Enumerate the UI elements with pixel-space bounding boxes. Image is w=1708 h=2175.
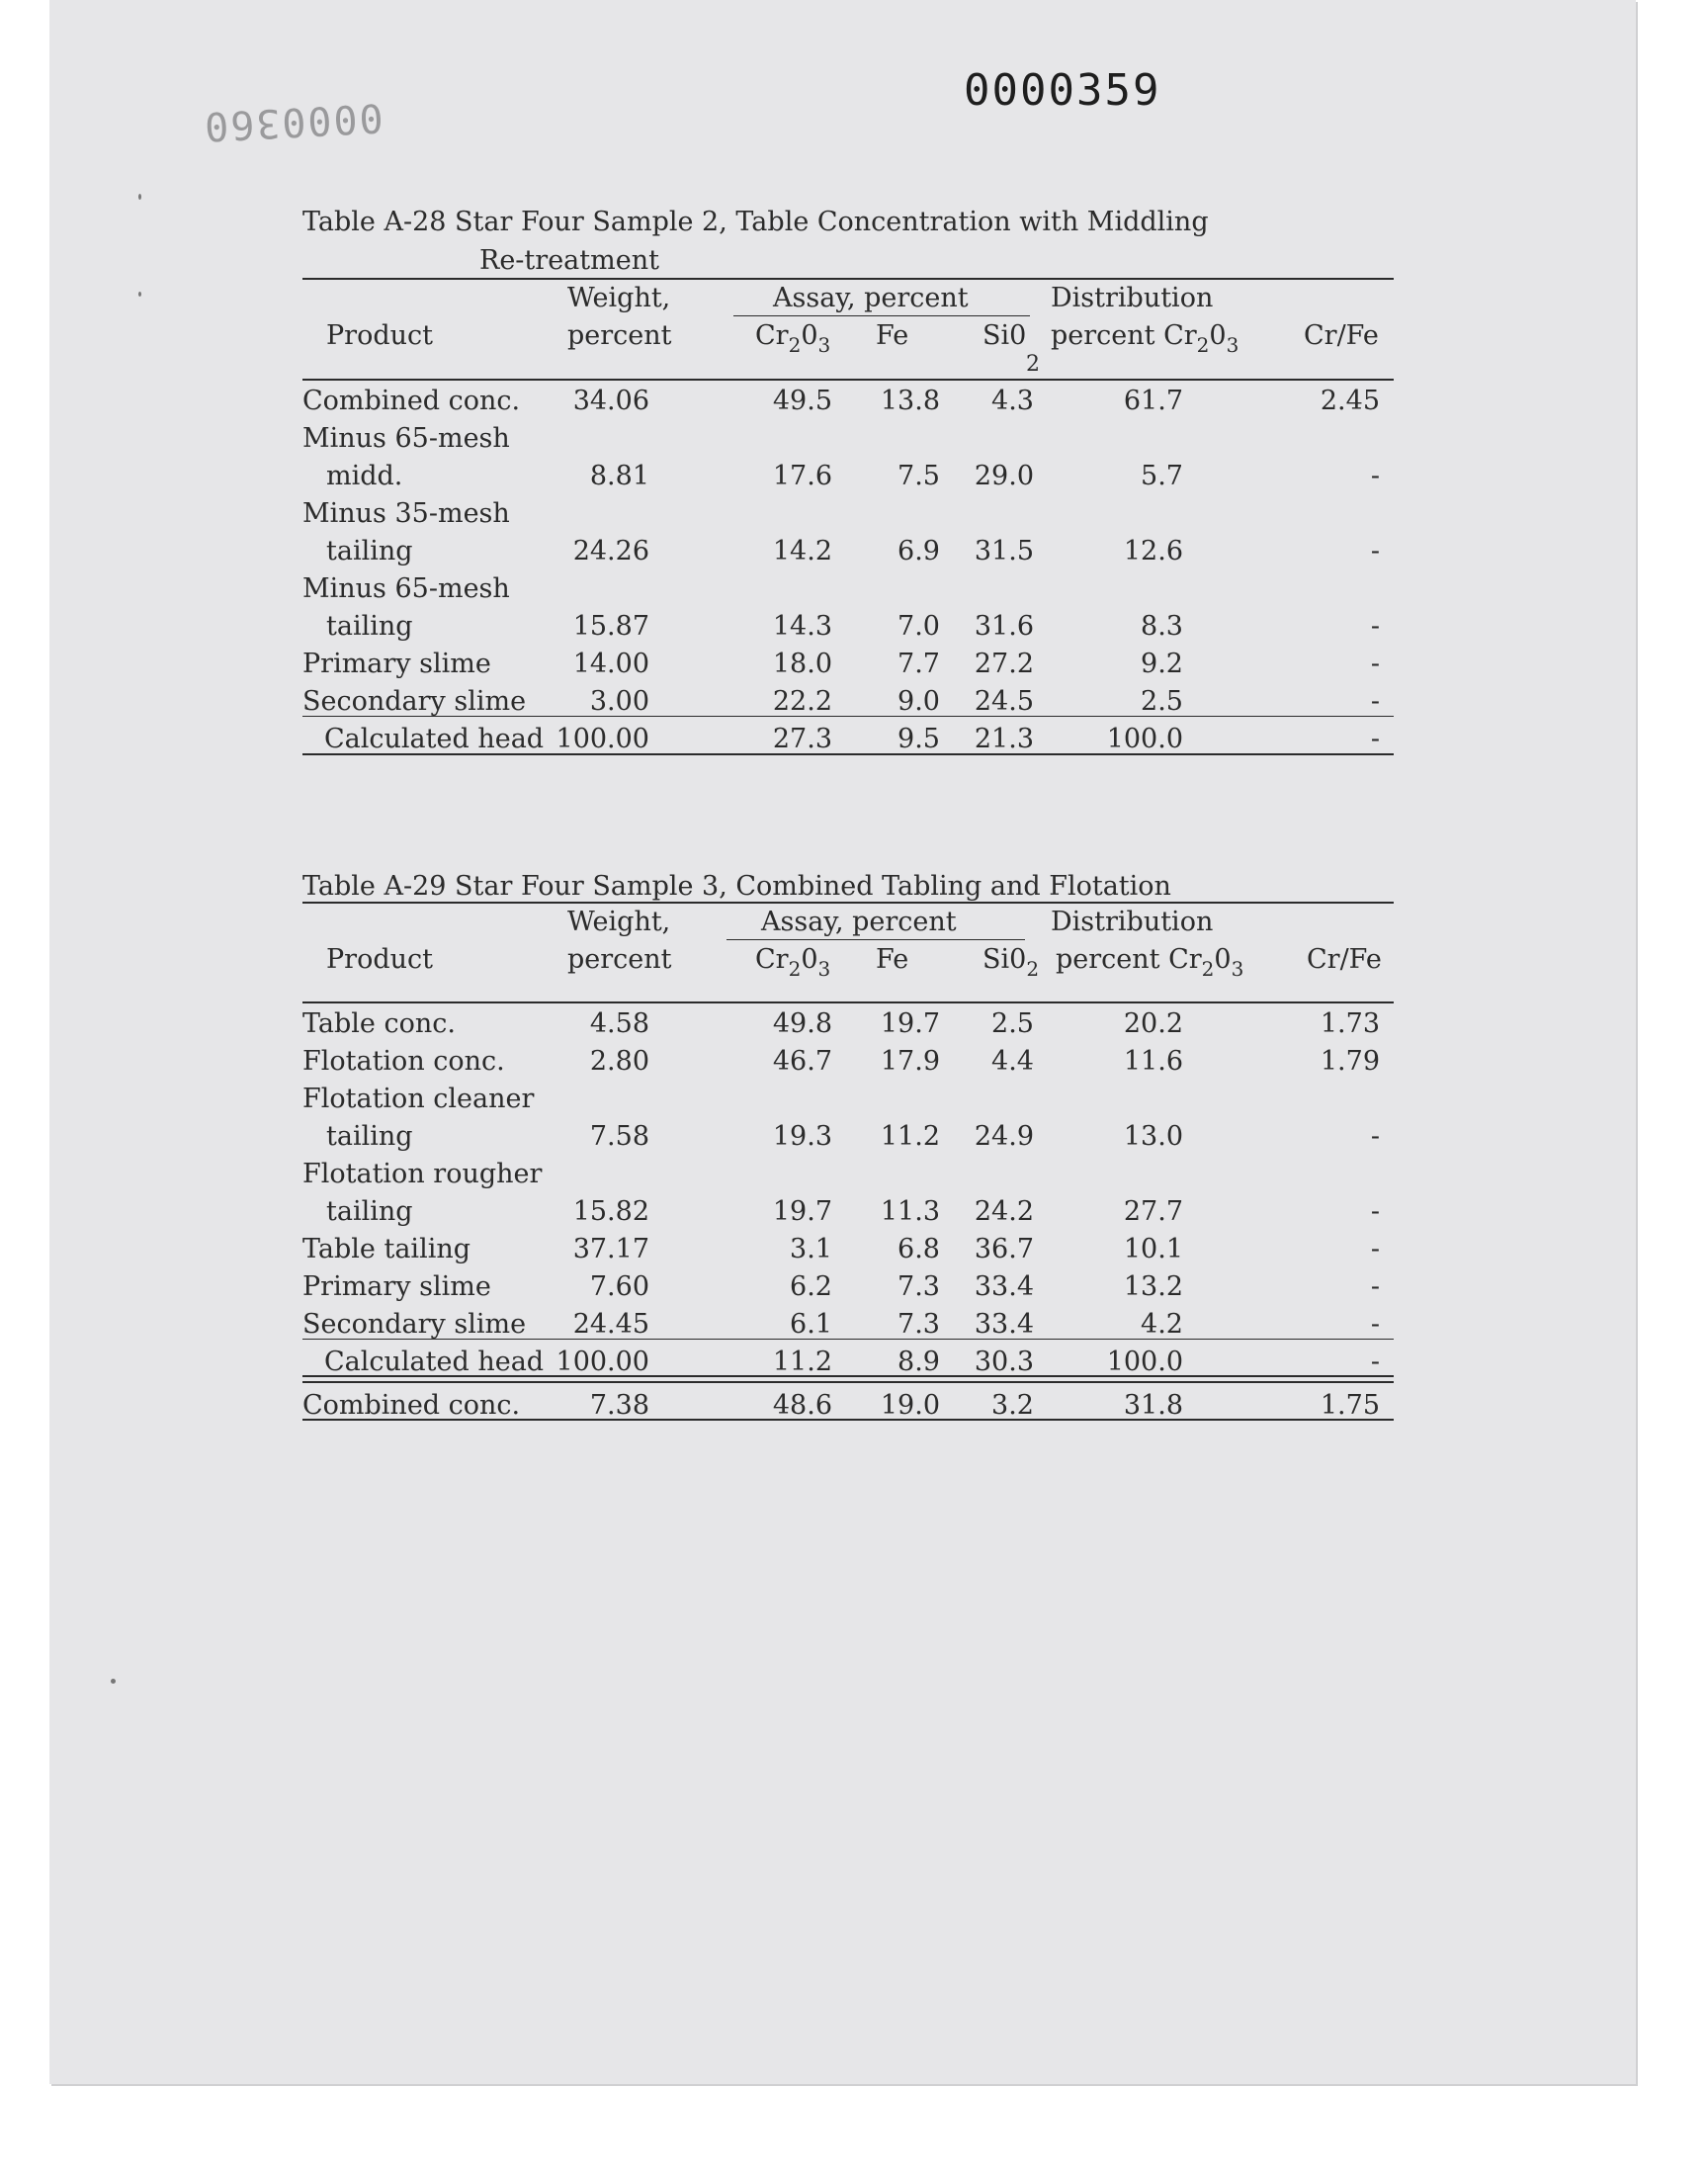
product-label: tailing	[326, 611, 413, 642]
sio2-value: 24.5	[974, 686, 1034, 717]
dist-value: 13.0	[1123, 1121, 1183, 1152]
product-label: midd.	[326, 461, 403, 491]
table-a29-header-rule	[302, 1001, 1394, 1003]
sio2-value: 36.7	[974, 1234, 1034, 1264]
weight-value: 24.45	[572, 1309, 649, 1340]
fe-value: 11.3	[880, 1196, 940, 1227]
scan-speck	[111, 1679, 116, 1684]
dist-value: 61.7	[1123, 386, 1183, 416]
dist-value: 8.3	[1141, 611, 1183, 642]
fe-value: 7.3	[897, 1271, 940, 1302]
fe-value: 19.0	[880, 1390, 940, 1421]
fe-value: 6.9	[897, 536, 940, 566]
weight-value: 4.58	[589, 1008, 649, 1039]
crfe-value: -	[1370, 1309, 1380, 1340]
crfe-value: 1.73	[1320, 1008, 1380, 1039]
table-a29-title: Table A-29 Star Four Sample 3, Combined Tabling and Flotation	[302, 871, 1171, 902]
dist-value: 100.0	[1106, 724, 1183, 754]
sio2-value: 27.2	[974, 649, 1034, 679]
table-a28-title-line2: Re-treatment	[479, 245, 659, 276]
dist-value: 5.7	[1141, 461, 1183, 491]
product-label: tailing	[326, 1196, 413, 1227]
dist-value: 27.7	[1123, 1196, 1183, 1227]
weight-value: 15.82	[572, 1196, 649, 1227]
crfe-value: -	[1370, 1196, 1380, 1227]
product-label: Primary slime	[302, 649, 491, 679]
product-label: tailing	[326, 536, 413, 566]
table-a28-top-rule	[302, 278, 1394, 280]
crfe-value: 1.75	[1320, 1390, 1380, 1421]
fe-value: 19.7	[880, 1008, 940, 1039]
dist-value: 2.5	[1141, 686, 1183, 717]
header-assay-rule	[726, 939, 1025, 940]
weight-value: 7.38	[589, 1390, 649, 1421]
sio2-value: 33.4	[974, 1309, 1034, 1340]
header-cr2o3: $Cr_20_3$	[755, 944, 831, 981]
sio2-value: 29.0	[974, 461, 1034, 491]
product-label: Secondary slime	[302, 1309, 527, 1340]
cr2o3-value: 14.3	[772, 611, 832, 642]
header-assay-rule	[733, 315, 1030, 316]
cr2o3-value: 27.3	[772, 724, 832, 754]
product-label: Table tailing	[302, 1234, 471, 1264]
cr2o3-value: 49.8	[772, 1008, 832, 1039]
table-a29-double-rule-bottom	[302, 1381, 1394, 1383]
dist-value: 31.8	[1123, 1390, 1183, 1421]
product-label: Secondary slime	[302, 686, 527, 717]
crfe-value: -	[1370, 724, 1380, 754]
dist-value: 9.2	[1141, 649, 1183, 679]
sio2-value: 24.2	[974, 1196, 1034, 1227]
product-label: Minus 65-mesh	[302, 573, 510, 604]
fe-value: 9.0	[897, 686, 940, 717]
header-sio2-sub: 2	[1026, 352, 1040, 377]
cr2o3-value: 19.7	[772, 1196, 832, 1227]
dist-value: 10.1	[1123, 1234, 1183, 1264]
crfe-value: -	[1370, 649, 1380, 679]
header-cr-fe: Cr/Fe	[1307, 944, 1382, 975]
crfe-value: -	[1370, 1234, 1380, 1264]
sio2-value: 4.3	[991, 386, 1034, 416]
product-label: Minus 35-mesh	[302, 498, 510, 529]
product-label: Minus 65-mesh	[302, 423, 510, 454]
faded-stamp-number: 0000360	[201, 94, 384, 149]
cr2o3-value: 6.2	[790, 1271, 832, 1302]
crfe-value: -	[1370, 1347, 1380, 1377]
weight-value: 8.81	[589, 461, 649, 491]
fe-value: 17.9	[880, 1046, 940, 1077]
fe-value: 9.5	[897, 724, 940, 754]
cr2o3-value: 14.2	[772, 536, 832, 566]
header-distribution-line2: percent $Cr_20_3$	[1051, 320, 1239, 357]
cr2o3-value: 22.2	[772, 686, 832, 717]
header-weight-line1: Weight,	[567, 283, 671, 313]
table-a29-subtotal-rule	[302, 1339, 1394, 1340]
weight-value: 100.00	[555, 724, 649, 754]
weight-value: 100.00	[555, 1347, 649, 1377]
weight-value: 7.58	[589, 1121, 649, 1152]
header-weight-line1: Weight,	[567, 907, 671, 937]
weight-value: 14.00	[572, 649, 649, 679]
product-label: Calculated head	[324, 1347, 545, 1377]
header-assay: Assay, percent	[773, 283, 969, 313]
crfe-value: -	[1370, 686, 1380, 717]
table-a28-header-rule	[302, 379, 1394, 381]
crfe-value: -	[1370, 1121, 1380, 1152]
product-label: Table conc.	[302, 1008, 456, 1039]
header-weight-line2: percent	[567, 320, 672, 351]
fe-value: 8.9	[897, 1347, 940, 1377]
fe-value: 11.2	[880, 1121, 940, 1152]
cr2o3-value: 48.6	[772, 1390, 832, 1421]
product-label: Combined conc.	[302, 1390, 521, 1421]
cr2o3-value: 3.1	[790, 1234, 832, 1264]
product-label: Primary slime	[302, 1271, 491, 1302]
fe-value: 7.5	[897, 461, 940, 491]
fe-value: 7.0	[897, 611, 940, 642]
cr2o3-value: 18.0	[772, 649, 832, 679]
page-stamp-number: 0000359	[964, 65, 1161, 116]
table-a28-bottom-rule	[302, 753, 1394, 755]
weight-value: 15.87	[572, 611, 649, 642]
header-cr2o3: $Cr_20_3$	[755, 320, 831, 357]
table-a28-title-line1: Table A-28 Star Four Sample 2, Table Concentration with Middling	[302, 207, 1209, 237]
table-a29-double-rule-top	[302, 1375, 1394, 1377]
table-a29-bottom-rule	[302, 1419, 1394, 1421]
cr2o3-value: 46.7	[772, 1046, 832, 1077]
header-cr-fe: Cr/Fe	[1304, 320, 1379, 351]
fe-value: 6.8	[897, 1234, 940, 1264]
scan-speck	[138, 292, 141, 297]
weight-value: 37.17	[572, 1234, 649, 1264]
fe-value: 13.8	[880, 386, 940, 416]
sio2-value: 2.5	[991, 1008, 1034, 1039]
cr2o3-value: 49.5	[772, 386, 832, 416]
product-label: Calculated head	[324, 724, 545, 754]
header-assay: Assay, percent	[761, 907, 957, 937]
weight-value: 2.80	[589, 1046, 649, 1077]
sio2-value: 31.6	[974, 611, 1034, 642]
weight-value: 7.60	[589, 1271, 649, 1302]
product-label: Flotation rougher	[302, 1159, 543, 1189]
weight-value: 34.06	[572, 386, 649, 416]
cr2o3-value: 6.1	[790, 1309, 832, 1340]
sio2-value: 24.9	[974, 1121, 1034, 1152]
dist-value: 11.6	[1123, 1046, 1183, 1077]
crfe-value: 1.79	[1320, 1046, 1380, 1077]
cr2o3-value: 17.6	[772, 461, 832, 491]
weight-value: 3.00	[589, 686, 649, 717]
fe-value: 7.7	[897, 649, 940, 679]
crfe-value: -	[1370, 611, 1380, 642]
sio2-value: 3.2	[991, 1390, 1034, 1421]
header-product: Product	[326, 944, 433, 975]
product-label: Flotation conc.	[302, 1046, 505, 1077]
dist-value: 4.2	[1141, 1309, 1183, 1340]
dist-value: 12.6	[1123, 536, 1183, 566]
table-a29-top-rule	[302, 902, 1394, 904]
cr2o3-value: 11.2	[772, 1347, 832, 1377]
sio2-value: 4.4	[991, 1046, 1034, 1077]
crfe-value: 2.45	[1320, 386, 1380, 416]
header-distribution-line1: Distribution	[1051, 907, 1214, 937]
product-label: tailing	[326, 1121, 413, 1152]
sio2-value: 30.3	[974, 1347, 1034, 1377]
crfe-value: -	[1370, 1271, 1380, 1302]
dist-value: 20.2	[1123, 1008, 1183, 1039]
sio2-value: 21.3	[974, 724, 1034, 754]
header-fe: Fe	[876, 944, 909, 975]
dist-value: 13.2	[1123, 1271, 1183, 1302]
header-distribution-line2: percent $Cr_20_3$	[1056, 944, 1244, 981]
crfe-value: -	[1370, 536, 1380, 566]
header-fe: Fe	[876, 320, 909, 351]
cr2o3-value: 19.3	[772, 1121, 832, 1152]
dist-value: 100.0	[1106, 1347, 1183, 1377]
header-sio2: $Si0_2$	[982, 944, 1040, 981]
crfe-value: -	[1370, 461, 1380, 491]
header-product: Product	[326, 320, 433, 351]
product-label: Combined conc.	[302, 386, 521, 416]
weight-value: 24.26	[572, 536, 649, 566]
header-weight-line2: percent	[567, 944, 672, 975]
sio2-value: 33.4	[974, 1271, 1034, 1302]
scan-speck	[138, 194, 141, 200]
header-sio2: Si0	[982, 320, 1027, 351]
header-distribution-line1: Distribution	[1051, 283, 1214, 313]
table-a28-subtotal-rule	[302, 716, 1394, 717]
product-label: Flotation cleaner	[302, 1084, 535, 1114]
fe-value: 7.3	[897, 1309, 940, 1340]
sio2-value: 31.5	[974, 536, 1034, 566]
